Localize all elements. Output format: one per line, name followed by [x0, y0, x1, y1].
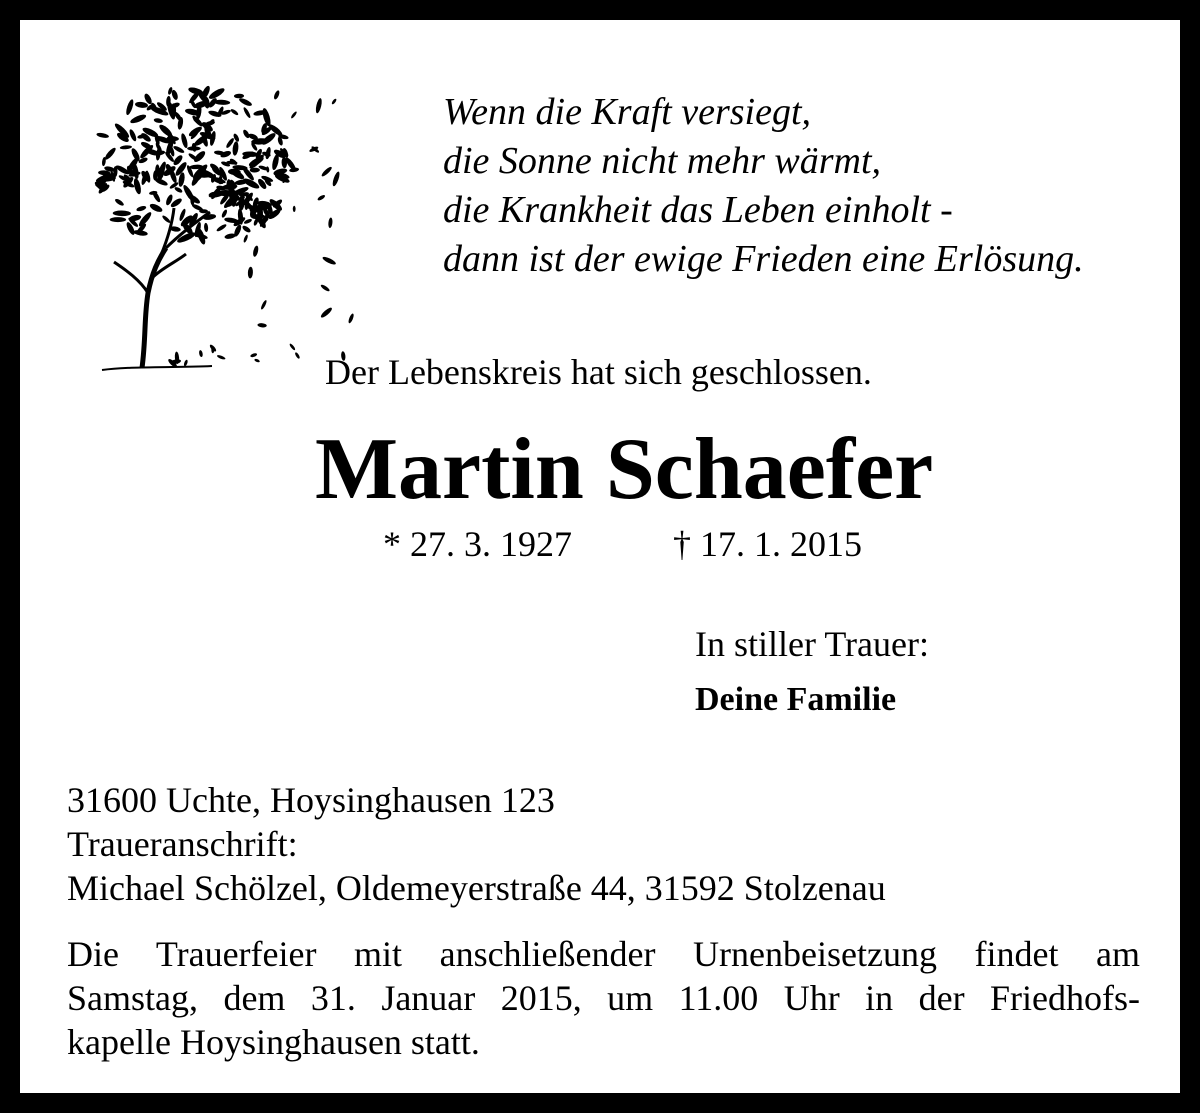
ceremony-line: kapelle Hoysinghausen statt.: [67, 1022, 480, 1062]
address-line: Traueranschrift:: [67, 824, 298, 864]
death-date: † 17. 1. 2015: [673, 524, 862, 564]
intro-text: Der Lebenskreis hat sich geschlossen.: [325, 352, 872, 392]
mourning-family: Deine Familie: [695, 681, 897, 718]
poem: [443, 88, 1084, 284]
ceremony-line: Samstag, dem 31. Januar 2015, um 11.00 Uhr in der Friedhofs-: [67, 978, 1140, 1018]
address-line: Michael Schölzel, Oldemeyerstraße 44, 31592 Stolzenau: [67, 868, 886, 908]
address-line: 31600 Uchte, Hoysinghausen 123: [67, 780, 555, 820]
poem-line: die Krankheit das Leben einholt -: [443, 189, 953, 231]
poem-line: Wenn die Kraft versiegt,: [443, 91, 811, 133]
poem-line: die Sonne nicht mehr wärmt,: [443, 140, 882, 182]
tree-with-falling-leaves-icon: [62, 48, 362, 388]
obituary-notice: [20, 20, 1180, 1093]
deceased-name: Martin Schaefer: [315, 421, 934, 518]
mourning-label: In stiller Trauer:: [695, 624, 929, 664]
poem-line: dann ist der ewige Frieden eine Erlösung.: [443, 238, 1084, 280]
address-block: [67, 778, 886, 910]
ceremony-text: [67, 932, 1140, 1064]
ceremony-line: Die Trauerfeier mit anschließender Urnenbeisetzung findet am: [67, 934, 1140, 974]
birth-date: * 27. 3. 1927: [383, 524, 572, 564]
